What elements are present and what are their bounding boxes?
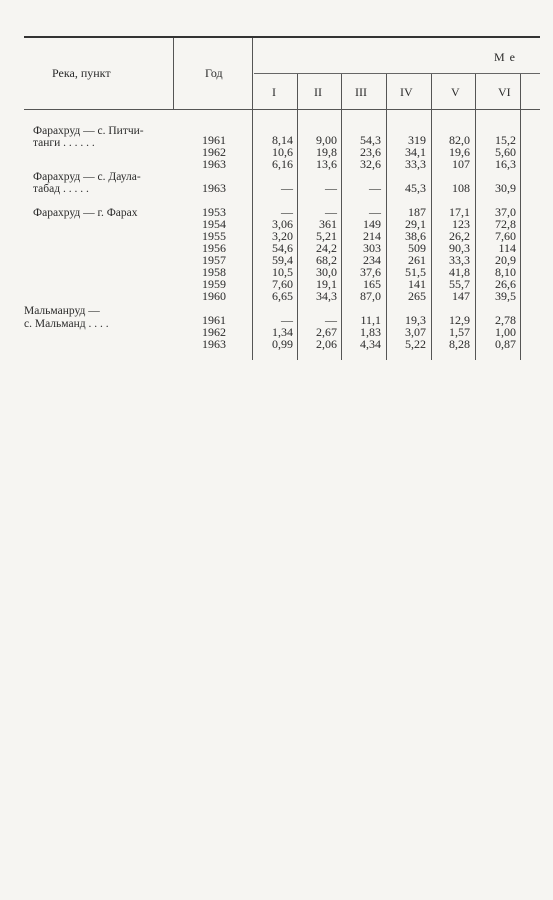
value-cell: — [369, 205, 381, 219]
year-cell: 1962 [202, 145, 226, 159]
value-cell: 15,2 [495, 133, 516, 147]
value-cell: 0,87 [495, 337, 516, 351]
header-bottom-rule [24, 109, 540, 110]
value-cell: 165 [363, 277, 381, 291]
value-cell: 5,22 [405, 337, 426, 351]
year-cell: 1959 [202, 277, 226, 291]
year-column-header: Год [205, 66, 223, 80]
value-cell: 19,1 [316, 277, 337, 291]
river-column-header: Река, пункт [52, 66, 111, 80]
year-cell: 1956 [202, 241, 226, 255]
month-header-i: I [272, 85, 276, 99]
value-cell: 303 [363, 241, 381, 255]
value-cell: 41,8 [449, 265, 470, 279]
value-cell: 11,1 [360, 313, 381, 327]
year-cell: 1963 [202, 337, 226, 351]
value-cell: 10,6 [272, 145, 293, 159]
month-header-ii: II [314, 85, 322, 99]
value-cell: 51,5 [405, 265, 426, 279]
value-cell: 59,4 [272, 253, 293, 267]
value-cell: 261 [408, 253, 426, 267]
col-divider-iii [386, 74, 387, 360]
value-cell: 87,0 [360, 289, 381, 303]
value-cell: 16,3 [495, 157, 516, 171]
value-cell: 8,28 [449, 337, 470, 351]
value-cell: — [281, 181, 293, 195]
value-cell: 7,60 [272, 277, 293, 291]
value-cell: 37,0 [495, 205, 516, 219]
value-cell: — [325, 205, 337, 219]
year-cell: 1953 [202, 205, 226, 219]
value-cell: 54,6 [272, 241, 293, 255]
year-cell: 1961 [202, 313, 226, 327]
value-cell: 5,21 [316, 229, 337, 243]
year-cell: 1961 [202, 133, 226, 147]
value-cell: 3,20 [272, 229, 293, 243]
value-cell: 5,60 [495, 145, 516, 159]
river-station-label: с. Мальманд . . . . [24, 318, 109, 330]
col-divider-i [297, 74, 298, 360]
value-cell: 39,5 [495, 289, 516, 303]
value-cell: 319 [408, 133, 426, 147]
value-cell: 20,9 [495, 253, 516, 267]
value-cell: 12,9 [449, 313, 470, 327]
value-cell: 19,3 [405, 313, 426, 327]
value-cell: 7,60 [495, 229, 516, 243]
year-cell: 1963 [202, 181, 226, 195]
value-cell: 30,9 [495, 181, 516, 195]
value-cell: 82,0 [449, 133, 470, 147]
value-cell: 3,06 [272, 217, 293, 231]
value-cell: 9,00 [316, 133, 337, 147]
value-cell: 45,3 [405, 181, 426, 195]
value-cell: 54,3 [360, 133, 381, 147]
value-cell: 2,78 [495, 313, 516, 327]
value-cell: 141 [408, 277, 426, 291]
value-cell: 23,6 [360, 145, 381, 159]
river-station-label: Фарахруд — с. Питчи- [33, 125, 144, 137]
value-cell: 149 [363, 217, 381, 231]
value-cell: 33,3 [405, 157, 426, 171]
col-divider-iv [431, 74, 432, 360]
value-cell: — [281, 205, 293, 219]
year-cell: 1963 [202, 157, 226, 171]
value-cell: 1,34 [272, 325, 293, 339]
value-cell: 13,6 [316, 157, 337, 171]
value-cell: 8,10 [495, 265, 516, 279]
col-divider-river [173, 38, 174, 110]
value-cell: 1,83 [360, 325, 381, 339]
value-cell: — [325, 313, 337, 327]
value-cell: 4,34 [360, 337, 381, 351]
river-station-label: Фарахруд — с. Даула- [33, 171, 141, 183]
year-cell: 1954 [202, 217, 226, 231]
top-rule [24, 36, 540, 38]
month-header-iii: III [355, 85, 367, 99]
value-cell: 8,14 [272, 133, 293, 147]
value-cell: 38,6 [405, 229, 426, 243]
value-cell: 33,3 [449, 253, 470, 267]
value-cell: 234 [363, 253, 381, 267]
col-divider-ii [341, 74, 342, 360]
value-cell: 55,7 [449, 277, 470, 291]
value-cell: 30,0 [316, 265, 337, 279]
value-cell: 107 [452, 157, 470, 171]
value-cell: 0,99 [272, 337, 293, 351]
value-cell: 265 [408, 289, 426, 303]
value-cell: 26,2 [449, 229, 470, 243]
value-cell: 187 [408, 205, 426, 219]
value-cell: 26,6 [495, 277, 516, 291]
value-cell: 147 [452, 289, 470, 303]
value-cell: 3,07 [405, 325, 426, 339]
value-cell: — [281, 313, 293, 327]
month-header-iv: IV [400, 85, 413, 99]
value-cell: 34,3 [316, 289, 337, 303]
month-header-v: V [451, 85, 460, 99]
value-cell: 108 [452, 181, 470, 195]
value-cell: 123 [452, 217, 470, 231]
value-cell: 19,8 [316, 145, 337, 159]
col-divider-vi [520, 74, 521, 360]
year-cell: 1957 [202, 253, 226, 267]
value-cell: — [325, 181, 337, 195]
value-cell: 114 [498, 241, 516, 255]
month-group-header: М е [494, 50, 516, 64]
value-cell: 34,1 [405, 145, 426, 159]
value-cell: 6,65 [272, 289, 293, 303]
year-cell: 1955 [202, 229, 226, 243]
value-cell: 72,8 [495, 217, 516, 231]
value-cell: 32,6 [360, 157, 381, 171]
year-cell: 1962 [202, 325, 226, 339]
col-divider-v [475, 74, 476, 360]
river-station-label: Фарахруд — г. Фарах [33, 207, 138, 219]
value-cell: 361 [319, 217, 337, 231]
value-cell: 6,16 [272, 157, 293, 171]
value-cell: 68,2 [316, 253, 337, 267]
river-station-label: танги . . . . . . [33, 137, 95, 149]
value-cell: 509 [408, 241, 426, 255]
value-cell: 19,6 [449, 145, 470, 159]
value-cell: 1,57 [449, 325, 470, 339]
value-cell: 90,3 [449, 241, 470, 255]
value-cell: 29,1 [405, 217, 426, 231]
value-cell: 2,67 [316, 325, 337, 339]
value-cell: 17,1 [449, 205, 470, 219]
value-cell: — [369, 181, 381, 195]
value-cell: 2,06 [316, 337, 337, 351]
month-header-vi: VI [498, 85, 511, 99]
value-cell: 10,5 [272, 265, 293, 279]
value-cell: 1,00 [495, 325, 516, 339]
river-station-label: Мальманруд — [24, 305, 100, 317]
river-station-label: табад . . . . . [33, 183, 89, 195]
value-cell: 214 [363, 229, 381, 243]
value-cell: 24,2 [316, 241, 337, 255]
value-cell: 37,6 [360, 265, 381, 279]
col-divider-year [252, 38, 253, 360]
year-cell: 1960 [202, 289, 226, 303]
year-cell: 1958 [202, 265, 226, 279]
